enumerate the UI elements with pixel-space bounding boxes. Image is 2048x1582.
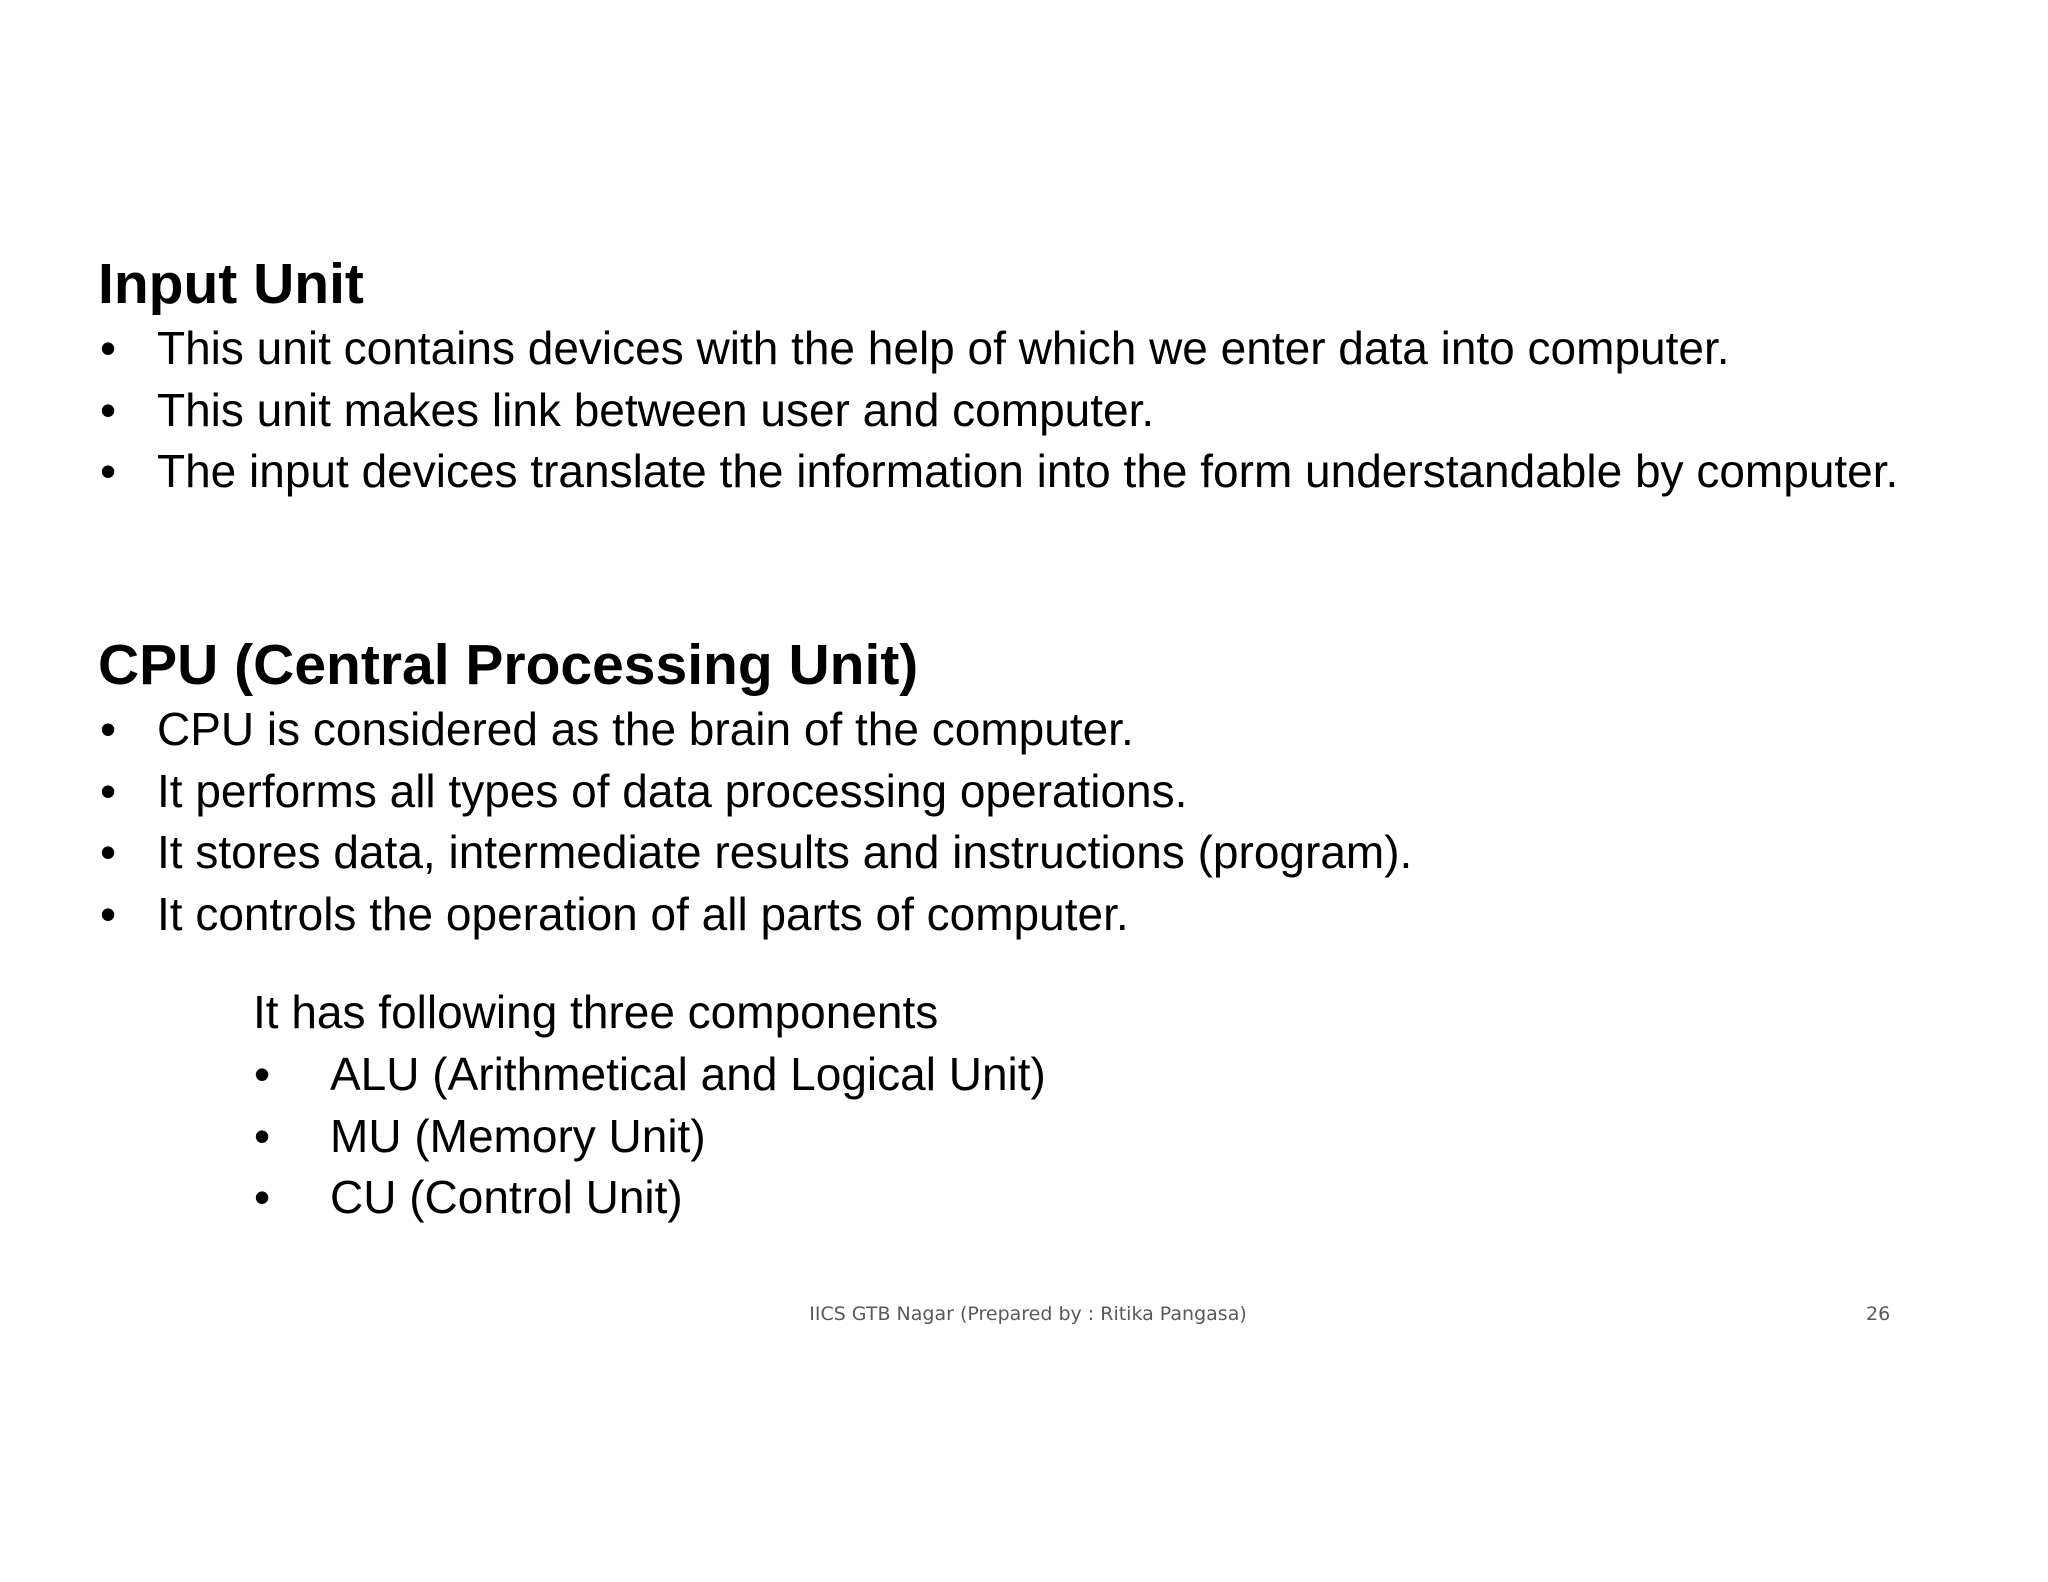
bullet-text: CPU is considered as the brain of the computer. [157,703,1134,755]
bullet-dot-icon: • [100,826,117,878]
component-item-cu [253,1167,1453,1229]
bullet-item [98,318,2010,380]
page-number: 26 [1866,1303,1891,1325]
components-intro: It has following three components [253,986,939,1038]
bullet-dot-icon: • [100,703,117,755]
component-text: CU (Control Unit) [330,1171,683,1223]
bullet-text: It stores data, intermediate results and instructions (program). [157,826,1413,878]
bullet-item [98,699,2010,761]
cpu-components-list [253,1044,1453,1229]
component-item-mu [253,1106,1453,1168]
cpu-heading: CPU (Central Processing Unit) [98,633,919,697]
bullet-item [98,761,2010,823]
bullet-dot-icon: • [100,322,117,374]
bullet-text: This unit makes link between user and computer. [157,383,1155,436]
bullet-item [98,884,2010,946]
footer-credit: IICS GTB Nagar (Prepared by : Ritika Pangasa) [809,1303,1247,1325]
input-unit-bullet-list [98,318,2010,503]
component-text: MU (Memory Unit) [330,1109,706,1162]
bullet-dot-icon: • [100,887,117,940]
bullet-dot-icon: • [100,383,117,436]
component-item-alu [253,1044,1453,1106]
bullet-text: This unit contains devices with the help of which we enter data into computer. [157,322,1730,374]
bullet-text: The input devices translate the information into the form understandable by computer. [157,445,1899,497]
cpu-bullet-list [98,699,2010,945]
bullet-item [98,822,2010,884]
bullet-dot-icon: • [100,764,117,817]
bullet-item [98,380,2010,442]
input-unit-heading: Input Unit [98,252,364,316]
bullet-item [98,441,2010,503]
component-text: ALU (Arithmetical and Logical Unit) [330,1048,1046,1100]
bullet-text: It controls the operation of all parts of computer. [157,887,1129,940]
bullet-text: It performs all types of data processing operations. [157,764,1188,817]
bullet-dot-icon: • [254,1171,271,1223]
bullet-dot-icon: • [100,445,117,497]
bullet-dot-icon: • [254,1109,271,1162]
bullet-dot-icon: • [254,1048,271,1100]
